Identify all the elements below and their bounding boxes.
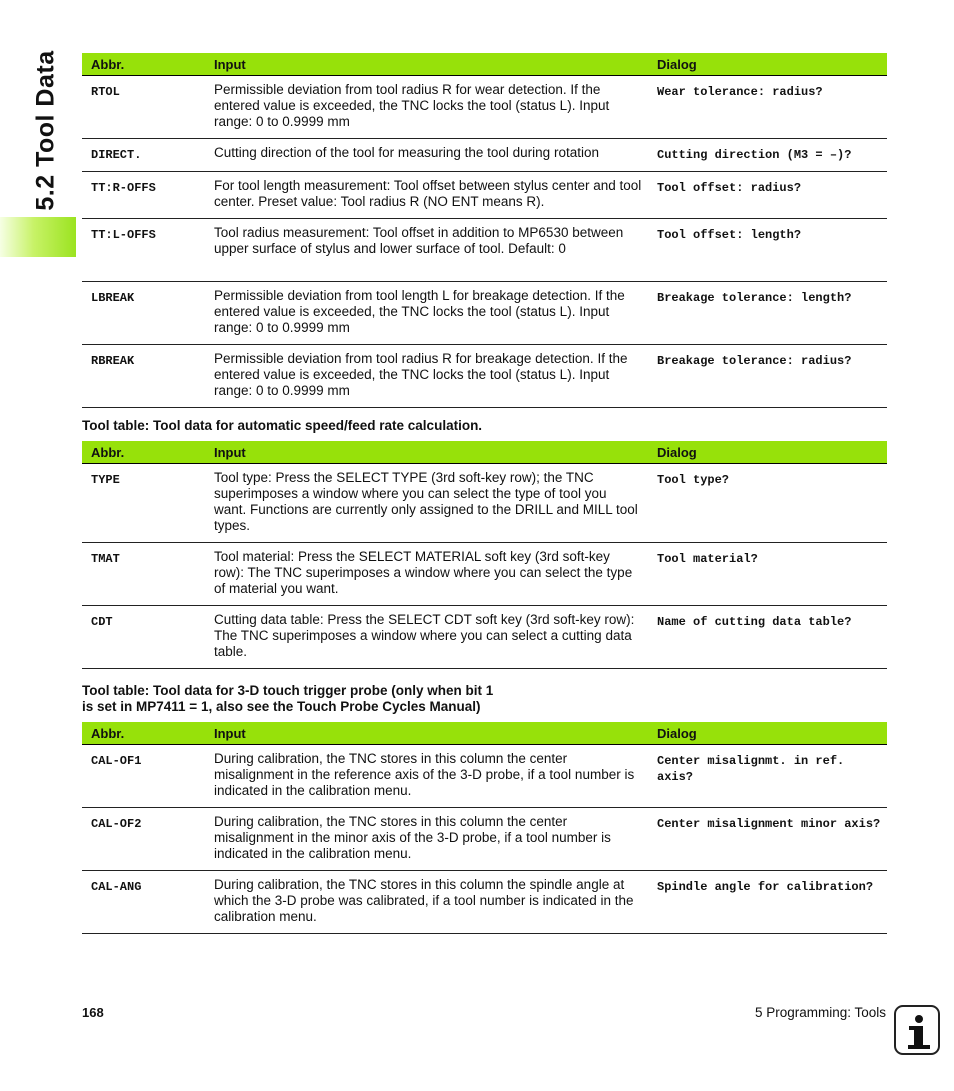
abbr-cell: RBREAK — [82, 345, 205, 408]
abbr-cell: TT:L-OFFS — [82, 219, 205, 282]
tool-data-table-1 — [82, 53, 887, 408]
input-cell: Cutting data table: Press the SELECT CDT soft key (3rd soft-key row): The TNC superimposes a window where you can select a cutting data table. — [205, 606, 648, 669]
table-row — [82, 219, 887, 282]
dialog-cell: Tool offset: radius? — [648, 172, 887, 219]
dialog-cell: Tool type? — [648, 464, 887, 543]
table-row — [82, 745, 887, 808]
header-dialog: Dialog — [648, 441, 887, 464]
abbr-cell: CAL-OF1 — [82, 745, 205, 808]
input-cell: During calibration, the TNC stores in this column the spindle angle at which the 3-D probe was calibrated, if a tool number is indicated in the calibration menu. — [205, 871, 648, 934]
dialog-cell: Cutting direction (M3 = –)? — [648, 139, 887, 172]
dialog-cell: Breakage tolerance: radius? — [648, 345, 887, 408]
table-row — [82, 808, 887, 871]
table-row — [82, 543, 887, 606]
tool-data-table-3 — [82, 722, 887, 934]
abbr-cell: TYPE — [82, 464, 205, 543]
header-abbr: Abbr. — [82, 722, 205, 745]
tool-data-table-2 — [82, 441, 887, 669]
abbr-cell: DIRECT. — [82, 139, 205, 172]
header-dialog: Dialog — [648, 722, 887, 745]
side-chapter-title — [28, 50, 64, 210]
section-caption-speed-feed: Tool table: Tool data for automatic speed/feed rate calculation. — [82, 418, 483, 433]
caption-line: Tool table: Tool data for 3-D touch trigger probe (only when bit 1 — [82, 683, 494, 698]
dialog-cell: Tool material? — [648, 543, 887, 606]
abbr-cell: LBREAK — [82, 282, 205, 345]
section-caption-touch-probe — [82, 683, 493, 715]
header-abbr: Abbr. — [82, 441, 205, 464]
dialog-cell: Breakage tolerance: length? — [648, 282, 887, 345]
abbr-cell: CAL-ANG — [82, 871, 205, 934]
dialog-cell: Spindle angle for calibration? — [648, 871, 887, 934]
abbr-cell: CDT — [82, 606, 205, 669]
table-row — [82, 606, 887, 669]
abbr-cell: CAL-OF2 — [82, 808, 205, 871]
dialog-cell: Tool offset: length? — [648, 219, 887, 282]
header-abbr: Abbr. — [82, 53, 205, 76]
table-row — [82, 139, 887, 172]
table-row — [82, 76, 887, 139]
page-number: 168 — [82, 1005, 104, 1020]
header-input: Input — [205, 441, 648, 464]
abbr-cell: TMAT — [82, 543, 205, 606]
table-row — [82, 464, 887, 543]
header-dialog: Dialog — [648, 53, 887, 76]
table-row — [82, 345, 887, 408]
caption-line: is set in MP7411 = 1, also see the Touch Probe Cycles Manual) — [82, 699, 481, 714]
table-header-row — [82, 53, 887, 76]
input-cell: Tool material: Press the SELECT MATERIAL soft key (3rd soft-key row): The TNC superimposes a window where you can select the type of material you want. — [205, 543, 648, 606]
abbr-cell: TT:R-OFFS — [82, 172, 205, 219]
input-cell: Permissible deviation from tool length L for breakage detection. If the entered value is exceeded, the TNC locks the tool (status L). Input range: 0 to 0.9999 mm — [205, 282, 648, 345]
table-row — [82, 282, 887, 345]
header-input: Input — [205, 722, 648, 745]
dialog-cell: Center misalignmt. in ref. axis? — [648, 745, 887, 808]
chapter-footer: 5 Programming: Tools — [754, 1005, 886, 1020]
table-header-row — [82, 722, 887, 745]
input-cell: Tool radius measurement: Tool offset in addition to MP6530 between upper surface of stylus and lower surface of tool. Default: 0 — [205, 219, 648, 282]
table-row — [82, 172, 887, 219]
input-cell: During calibration, the TNC stores in this column the center misalignment in the minor axis of the 3-D probe, if a tool number is indicated in the calibration menu. — [205, 808, 648, 871]
table-header-row — [82, 441, 887, 464]
dialog-cell: Name of cutting data table? — [648, 606, 887, 669]
input-cell: Permissible deviation from tool radius R for wear detection. If the entered value is exceeded, the TNC locks the tool (status L). Input range: 0 to 0.9999 mm — [205, 76, 648, 139]
side-chapter-title-text: 5.2 Tool Data — [31, 49, 60, 211]
input-cell: Cutting direction of the tool for measuring the tool during rotation — [205, 139, 648, 172]
info-icon — [894, 1005, 940, 1055]
table-row — [82, 871, 887, 934]
input-cell: During calibration, the TNC stores in this column the center misalignment in the reference axis of the 3-D probe, if a tool number is indicated in the calibration menu. — [205, 745, 648, 808]
dialog-cell: Wear tolerance: radius? — [648, 76, 887, 139]
header-input: Input — [205, 53, 648, 76]
abbr-cell: RTOL — [82, 76, 205, 139]
input-cell: Tool type: Press the SELECT TYPE (3rd soft-key row); the TNC superimposes a window where you can select the type of tool you want. Functions are currently only assigned to the DRILL and MILL tool types. — [205, 464, 648, 543]
input-cell: Permissible deviation from tool radius R for breakage detection. If the entered value is exceeded, the TNC locks the tool (status L). Input range: 0 to 0.9999 mm — [205, 345, 648, 408]
dialog-cell: Center misalignment minor axis? — [648, 808, 887, 871]
input-cell: For tool length measurement: Tool offset between stylus center and tool center. Preset value: Tool radius R (NO ENT means R). — [205, 172, 648, 219]
chapter-tab-marker — [0, 217, 76, 257]
